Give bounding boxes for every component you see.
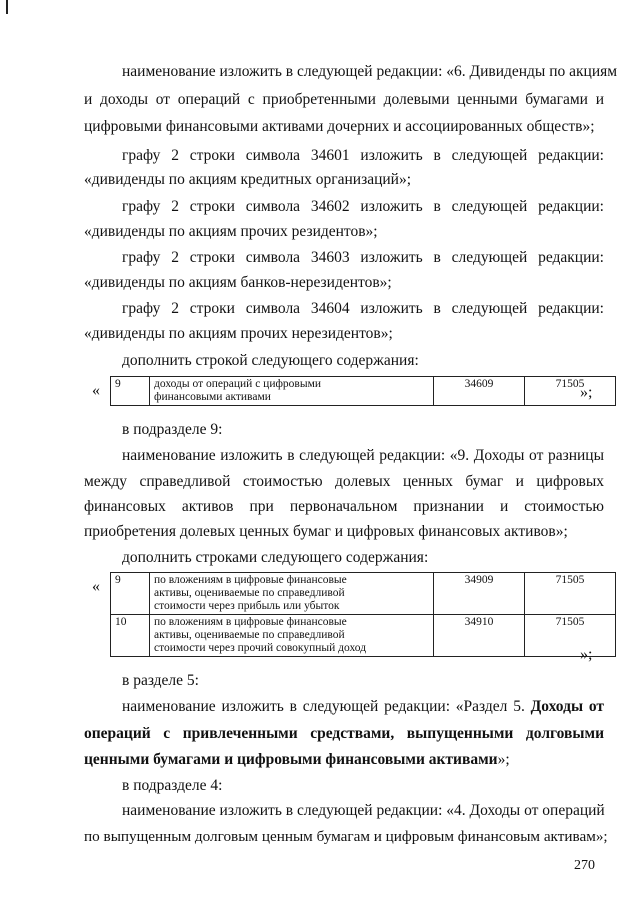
table1-close-quote: »; <box>580 384 593 401</box>
graf-34603-line-2: «дивиденды по акциям банков-нерезидентов»; <box>84 274 392 291</box>
add-rows-intro: дополнить строками следующего содержания: <box>122 549 429 566</box>
table1-row1-code: 34609 <box>434 377 525 406</box>
table2-row2-num: 10 <box>111 615 150 657</box>
table1-row1-account: 71505 <box>525 377 616 406</box>
p1-line-1: наименование изложить в следующей редакции: «6. Дивиденды по акциям <box>122 63 618 80</box>
table2-row2-text <box>150 615 434 657</box>
graf-34602-line-1: графу 2 строки символа 34602 изложить в следующей редакции: <box>122 198 604 215</box>
table2 <box>110 572 616 657</box>
page-number: 270 <box>574 858 595 873</box>
table2-open-quote: « <box>92 578 100 595</box>
table2-row1-text-line-2: активы, оцениваемые по справедливой <box>154 587 345 599</box>
table2-row2-account: 71505 <box>525 615 616 657</box>
table2-row1-text-line-1: по вложениям в цифровые финансовые <box>154 574 347 586</box>
graf-34604-line-2: «дивиденды по акциям прочих нерезидентов»; <box>84 325 393 342</box>
table1-row1-text <box>150 377 434 406</box>
p1-line-2: и доходы от операций с приобретенными долевыми ценными бумагами и <box>84 91 604 108</box>
table2-row1-num: 9 <box>111 573 150 615</box>
p5-line-1-normal: наименование изложить в следующей редакции: «Раздел 5. <box>122 698 531 715</box>
margin-mark <box>6 0 8 14</box>
graf-34601-line-2: «дивиденды по акциям кредитных организаций»; <box>84 171 412 188</box>
table2-row1-code: 34909 <box>434 573 525 615</box>
table1-row1-text-line-2: финансовыми активами <box>154 391 271 403</box>
graf-34604-line-1: графу 2 строки символа 34604 изложить в следующей редакции: <box>122 300 604 317</box>
p5-line-1-bold: Доходы от <box>530 698 604 715</box>
p4-line-1: наименование изложить в следующей редакции: «4. Доходы от операций <box>122 802 605 819</box>
table2-row2-text-line-1: по вложениям в цифровые финансовые <box>154 616 347 628</box>
p4-line-2: по выпущенным долговым ценным бумагам и цифровым финансовым активам»; <box>84 828 608 845</box>
table2-row1-account: 71505 <box>525 573 616 615</box>
table2-row2-text-line-3: стоимости через прочий совокупный доход <box>154 642 367 654</box>
p5-line-1 <box>122 697 604 717</box>
p9-line-1: наименование изложить в следующей редакции: «9. Доходы от разницы <box>122 447 604 464</box>
table-row <box>111 615 616 657</box>
section5-heading: в разделе 5: <box>122 672 199 689</box>
table1-open-quote: « <box>92 382 100 399</box>
graf-34601-line-1: графу 2 строки символа 34601 изложить в следующей редакции: <box>122 147 604 164</box>
table-row <box>111 377 616 406</box>
table-row <box>111 573 616 615</box>
p9-line-4: приобретения долевых ценных бумаг и цифровых финансовых активов»; <box>84 523 568 540</box>
table2-row1-text-line-3: стоимости через прибыль или убыток <box>154 600 340 612</box>
subsection4-heading: в подразделе 4: <box>122 777 223 794</box>
p5-line-3 <box>84 750 510 770</box>
table2-row2-text-line-2: активы, оцениваемые по справедливой <box>154 629 345 641</box>
table1-row1-text-line-1: доходы от операций с цифровыми <box>154 378 322 390</box>
p9-line-2: между справедливой стоимостью долевых ценных бумаг и цифровых <box>84 473 604 490</box>
subsection9-heading: в подразделе 9: <box>122 421 223 438</box>
add-row-intro: дополнить строкой следующего содержания: <box>122 352 419 369</box>
table1 <box>110 376 616 406</box>
p5-line-3-bold: ценными бумагами и цифровыми финансовыми активами <box>84 751 498 768</box>
p5-line-2: операций с привлеченными средствами, выпущенными долговыми <box>84 725 604 742</box>
table2-row1-text <box>150 573 434 615</box>
table2-row2-code: 34910 <box>434 615 525 657</box>
table1-row1-num: 9 <box>111 377 150 406</box>
p9-line-3: финансовых активов при первоначальном признании и стоимостью <box>84 498 604 515</box>
p1-line-3: цифровыми финансовыми активами дочерних и ассоциированных обществ»; <box>84 118 595 135</box>
graf-34602-line-2: «дивиденды по акциям прочих резидентов»; <box>84 223 378 240</box>
graf-34603-line-1: графу 2 строки символа 34603 изложить в следующей редакции: <box>122 249 604 266</box>
p5-line-3-tail: »; <box>497 751 510 768</box>
table2-close-quote: »; <box>580 646 593 663</box>
